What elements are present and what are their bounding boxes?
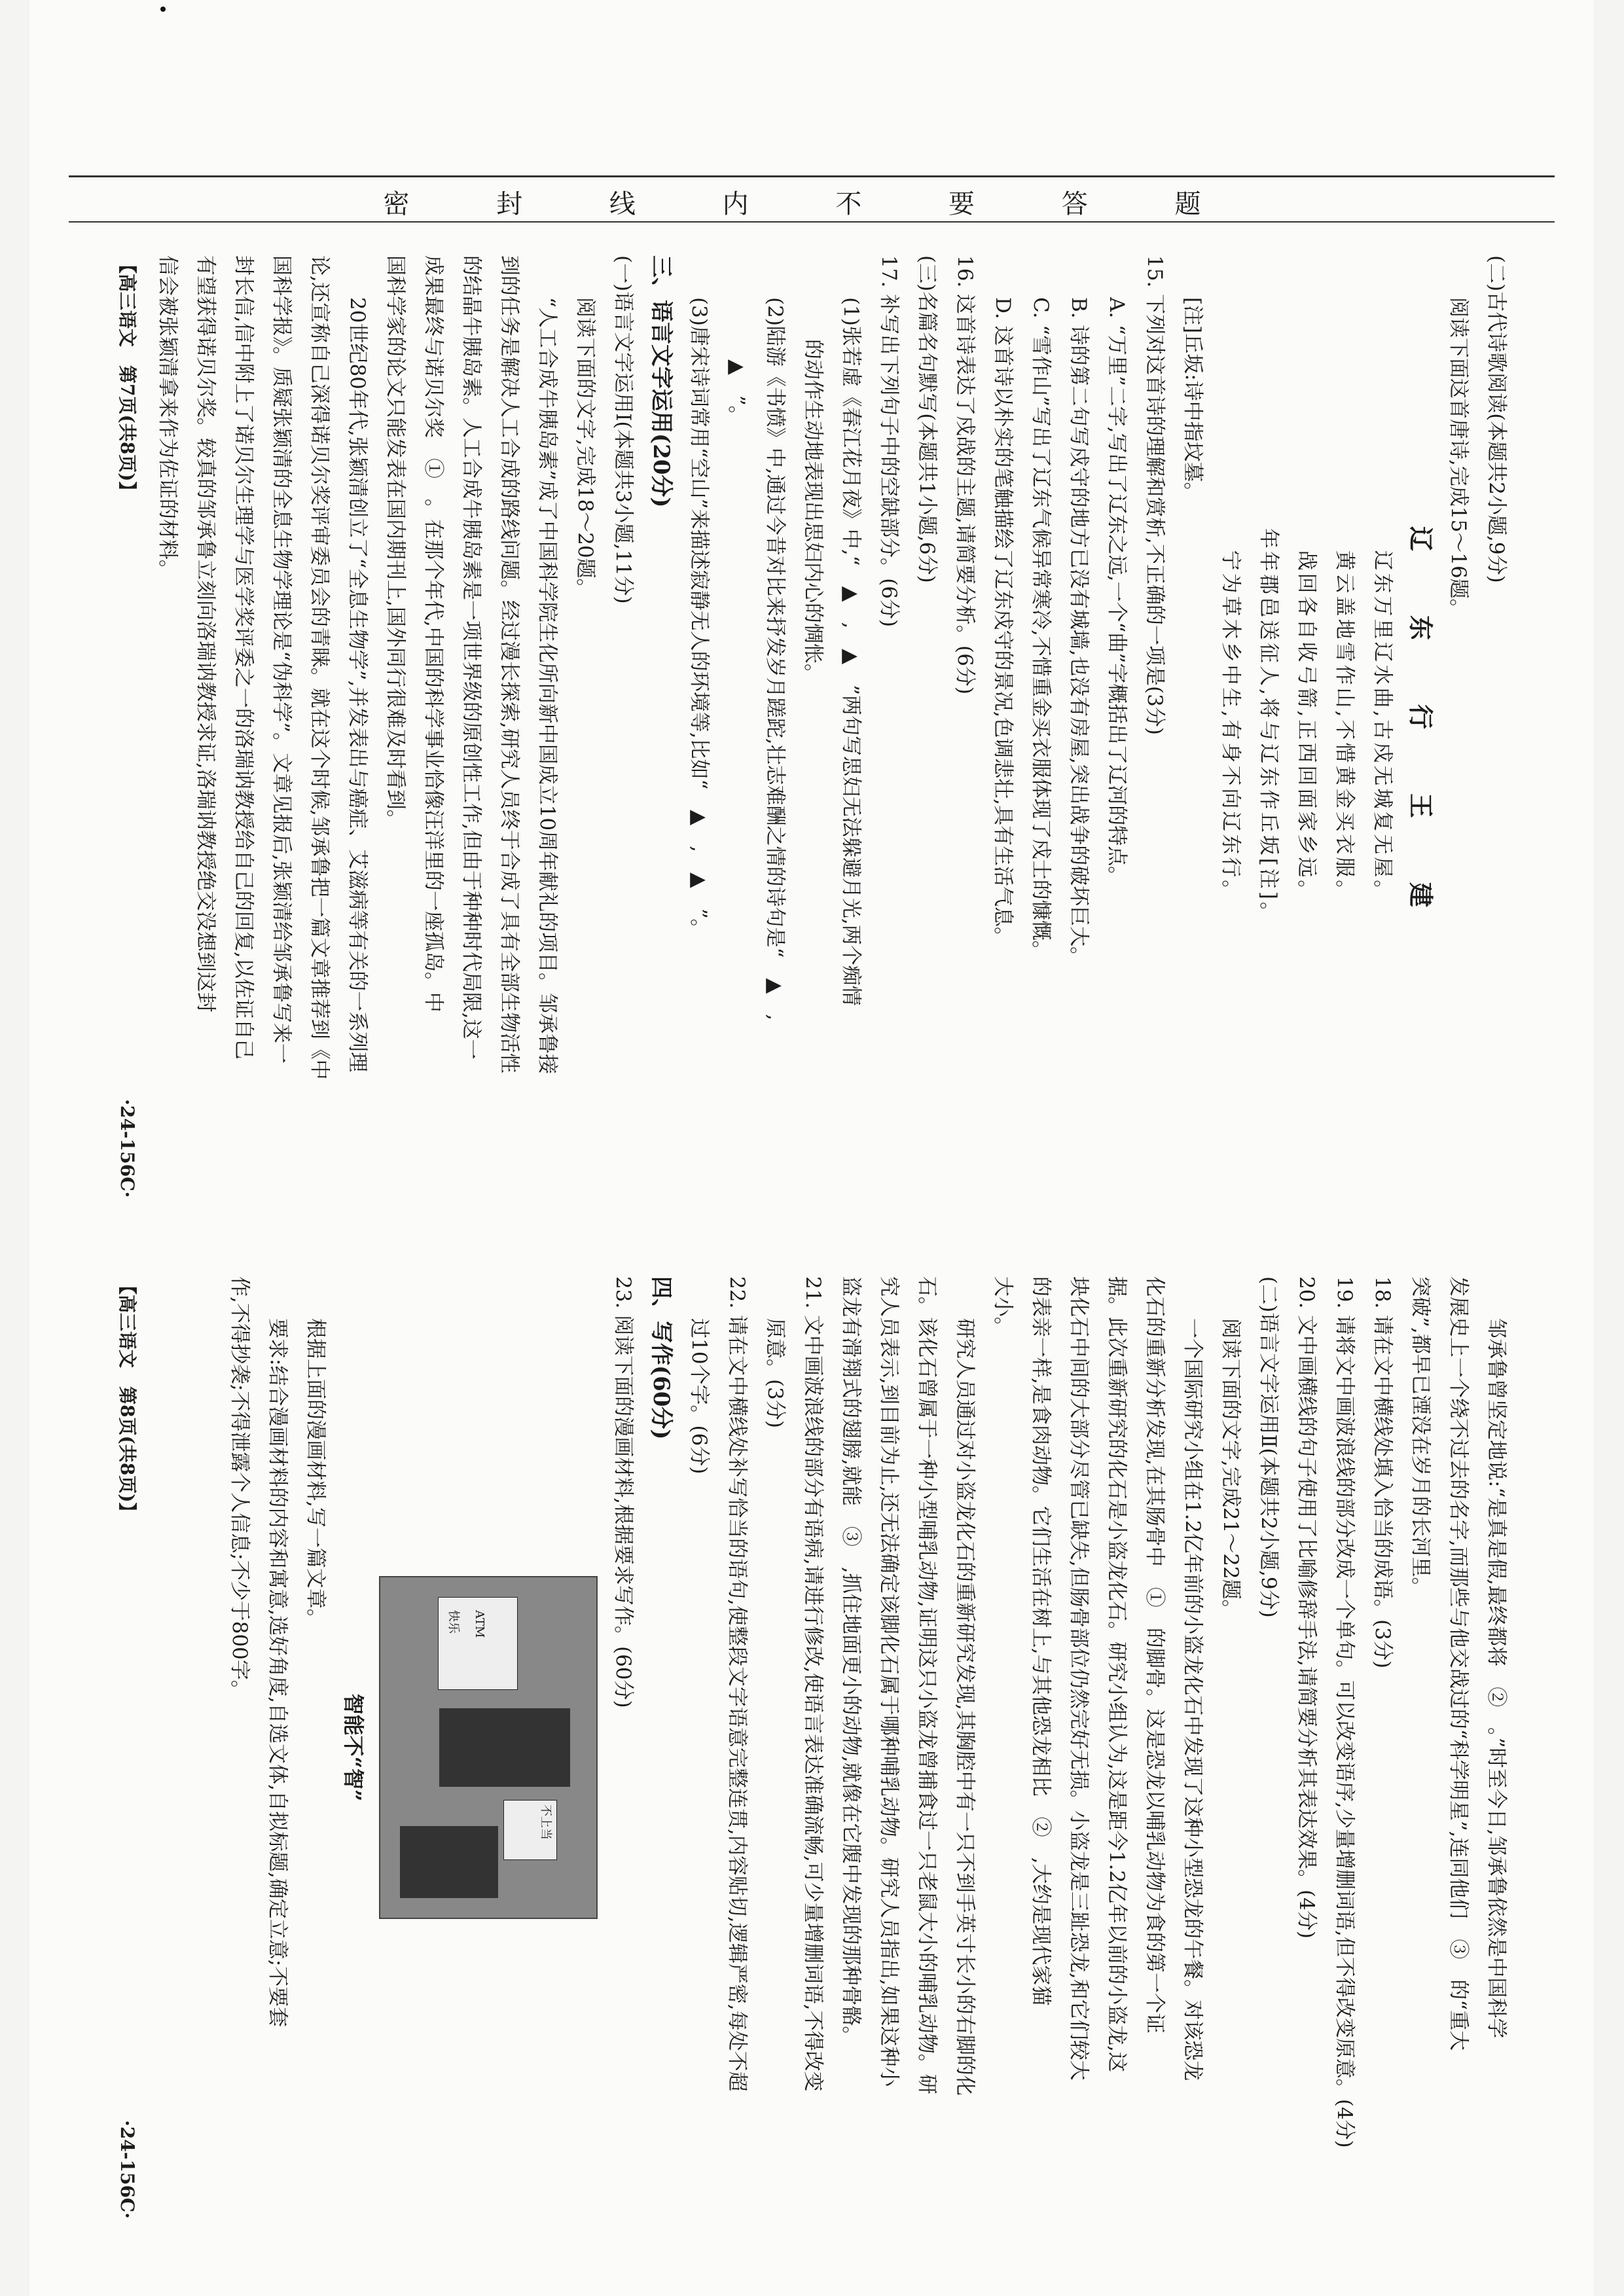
text-line: 盗龙有滑翔式的翅膀,就能 ③ ,抓住地面更小的动物,就像在它腹中发现的那种骨骼。 [839,1276,863,2047]
text-line: 20世纪80年代,张颖清创立了“全息生物学”,并发表出与癌症、艾滋病等有关的一系列理 [346,297,369,1073]
text-line: 作,不得抄袭;不得泄露个人信息;不少于800字。 [228,1276,251,1700]
scan-dot [160,7,166,12]
text-line: 发展史上一个绕不过去的名字,而那些与他交战过的“科学明星”,连同他们 ③ 的“重大 [1447,1276,1470,2051]
text-line: 一个国际研究小组在1.2亿年前的小盗龙化石中发现了这种小型恐龙的午餐。对该恐龙 [1181,1318,1204,2081]
cartoon-happy-label: 快乐 [446,1610,460,1634]
text-line: 宁为草木乡中生,有身不向辽东行。 [1219,550,1242,903]
text-line: (二)语言文字运用Ⅱ(本题共2小题,9分) [1257,1276,1280,1618]
page-7-footer: 【高三语文 第7页(共8页)】 [117,255,138,500]
text-line: 阅读下面这首唐诗,完成15～16题。 [1447,297,1470,619]
cartoon-sign [503,1800,557,1860]
page-7-text [149,255,1515,1198]
rotated-content [108,255,1515,2238]
text-line: 辽东万里辽水曲,古戍无城复无屋。 [1371,550,1394,903]
text-line: “人工合成牛胰岛素”成了中国科学院生化所向新中国成立10周年献礼的项目。邹承鲁接 [535,297,559,1075]
text-line: 年年郡邑送征人,将与辽东作丘坂[注]。 [1257,528,1280,925]
text-line: 过10个字。(6分) [687,1318,711,1475]
text-line: 17. 补写出下列句子中的空缺部分。(6分) [877,255,901,628]
page-7 [108,255,1515,1198]
cartoon-person [439,1708,570,1787]
text-line: 化石的重新分析发现,在其肠骨中 ① 的脚骨。这是恐龙以哺乳动物为食的第一个证 [1143,1276,1166,2034]
text-line: ▲ ”。 [725,339,749,426]
text-line: 要求:结合漫画材料的内容和寓意,选好角度,自选文体,自拟标题,确定立意;不要套 [266,1318,289,2028]
text-line: (1)张若虚《春江花月夜》中,“ ▲ , ▲ ”两句写思妇无法躲避月光,两个痴情 [839,297,863,1006]
text-line: 四、写作(60分) [648,1276,674,1440]
text-line: 23. 阅读下面的漫画材料,根据要求写作。(60分) [611,1276,635,1708]
text-line: D. 这首诗以朴实的笔触描绘了辽东戍守的景况,色调悲壮,具有生活气息。 [991,297,1015,948]
text-line: 论,还宣称自己深得诺贝尔奖评审委员会的青睐。就在这个时候,邹承鲁把一篇文章推荐到《中 [308,255,331,1080]
text-line: (三)名篇名句默写(本题共1小题,6分) [915,255,939,583]
text-line: 国科学报》。质疑张颖清的全息生物学理论是“伪科学”。文章见报后,张颖清给邹承鲁写来一 [270,255,293,1064]
text-line: (3)唐宋诗词常用“空山”来描述寂静无人的环境等,比如“ ▲ , ▲ ”。 [687,297,711,939]
writing-requirements [221,1276,334,2219]
text-line: 18. 请在文中横线处填入恰当的成语。(3分) [1371,1276,1394,1669]
page-8-code: ·24-156C· [117,2120,138,2219]
text-line: (一)语言文字运用Ⅰ(本题共3小题,11分) [611,255,635,604]
text-line: 研究人员通过对小盗龙化石的重新研究发现,其胸腔中有一只不到手英寸长小的右脚的化 [953,1318,977,2096]
cartoon-sign-label: 不上当 [539,1804,552,1840]
text-line: 阅读下面的文字,完成18～20题。 [573,297,597,599]
text-line: 19. 请将文中画波浪线的部分改成一个单句。可以改变语序,少量增删词语,但不得改变原意。(4分) [1333,1276,1356,2148]
text-line: A. “万里”二字,写出了辽东之远,一个“曲”字概括出了辽河的特点。 [1105,297,1128,887]
seal-text: 密 封 线 内 不 要 答 题 [383,189,1240,219]
text-line: (二)古代诗歌阅读(本题共2小题,9分) [1485,255,1508,583]
page-7-code: ·24-156C· [117,1099,138,1198]
text-line: 成果最终与诺贝尔奖 ① 。在那个年代,中国的科学事业恰像汪洋里的一座孤岛。中 [422,255,445,1013]
page-8 [108,1276,1515,2219]
text-line: (2)陆游《书愤》中,通过今昔对比来抒发岁月蹉跎,壮志难酬之情的诗句是“ ▲ , [763,297,787,1021]
text-line: 黄云盖地雪作山,不惜黄金买衣服。 [1333,550,1356,903]
figure-caption: 智能不“智” [341,1693,366,1802]
text-line: 的表亲一样,是食肉动物。它们生活在树上,与其他恐龙相比 ② ,大约是现代家猫 [1029,1276,1053,2006]
text-line: 突破”,都早已湮没在岁月的长河里。 [1409,1276,1432,1598]
cartoon-figure-right [400,1826,498,1898]
text-line: 块化石中间的大部分尽管已缺失,但肠骨部位仍然完好无损。小盗龙是三趾恐龙,和它们较大 [1067,1276,1091,2081]
text-line: 石。该化石曾属于一种小型哺乳动物,证明这只小盗龙曾捕食过一只老鼠大小的哺乳动物。研 [915,1276,939,2094]
text-line: 原意。(3分) [763,1318,787,1428]
text-line: 战回各自收弓箭,正西回面家乡远。 [1295,550,1318,903]
text-line: 22. 请在文中横线处补写恰当的语句,使整段文字语意完整连贯,内容贴切,逻辑严密,每处不超 [725,1276,749,2092]
text-line: 21. 文中画波浪线的部分有语病,请进行修改,使语言表达准确流畅,可少量增删词语,不得改变 [801,1276,825,2092]
cartoon-figure [379,1576,598,1919]
text-line: 根据上面的漫画材料,写一篇文章。 [304,1318,327,1629]
text-line: 国科学家的论文只能发表在国内期刊上,国外同行很难及时看到。 [384,255,407,830]
text-line: 阅读下面的文字,完成21～22题。 [1219,1318,1242,1620]
text-line: 信会被张颖清拿来作为佐证的材料。 [156,255,179,580]
text-line: C. “雪作山”写出了辽东气候异常寒冷,不惜重金买衣服体现了戍士的慷慨。 [1029,297,1053,961]
text-line: B. 诗的第二句写戍守的地方已没有城墙,也没有房屋,突出战争的破坏巨大。 [1067,297,1091,967]
text-line: 的动作生动地表现出思妇内心的惆怅。 [801,339,825,684]
text-line: 有望获得诺贝尔奖。较真的邹承鲁立刻向洛瑞讷教授求证,洛瑞讷教授绝交没想到这封 [194,255,217,1013]
text-line: 辽 东 行 王 建 [1406,526,1435,927]
page-8-footer: 【高三语文 第8页(共8页)】 [117,1276,138,1521]
cartoon-atm-label: ATM [473,1610,486,1638]
text-line: 封长信,信中附上了诺贝尔生理学与医学奖评委之一的洛瑞讷教授给自己的回复,以佐证自己 [232,255,255,1060]
text-line: 究人员表示,到目前为止,还无法确定该脚化石属于哪种哺乳动物。研究人员指出,如果这种小 [877,1276,901,2087]
text-line: 16. 这首诗表达了戍战的主题,请简要分析。(6分) [953,255,977,694]
text-line: 15. 下列对这首诗的理解和赏析,不正确的一项是(3分) [1143,255,1166,735]
text-line: 的结晶牛胰岛素。人工合成牛胰岛素是一项世界级的原创性工作,但由于种种时代局限,这一 [460,255,483,1060]
text-line: 邹承鲁曾坚定地说:“是真是假,最终都将 ② 。”时至今日,邹承鲁依然是中国科学 [1485,1318,1508,2039]
text-line: 20. 文中画横线的句子使用了比喻修辞手法,请简要分析其表达效果。(4分) [1295,1276,1318,1939]
seal-line-top [69,175,1555,177]
page-8-text [604,1276,1515,2219]
text-line: [注]丘坂:诗中指坟墓。 [1181,297,1204,503]
text-line: 大小。 [991,1276,1015,1337]
text-line: 到的任务是解决人工合成的路线问题。经过漫长探索,研究人员终于合成了具有全部生物活性 [497,255,521,1073]
text-line: 三、语言文字运用(20分) [648,255,674,508]
seal-line-bottom [69,221,1555,223]
text-line: 据。此次重新研究的化石是小盗龙化石。研究小组认为,这是距今1.2亿年以前的小盗龙,这 [1105,1276,1128,2073]
